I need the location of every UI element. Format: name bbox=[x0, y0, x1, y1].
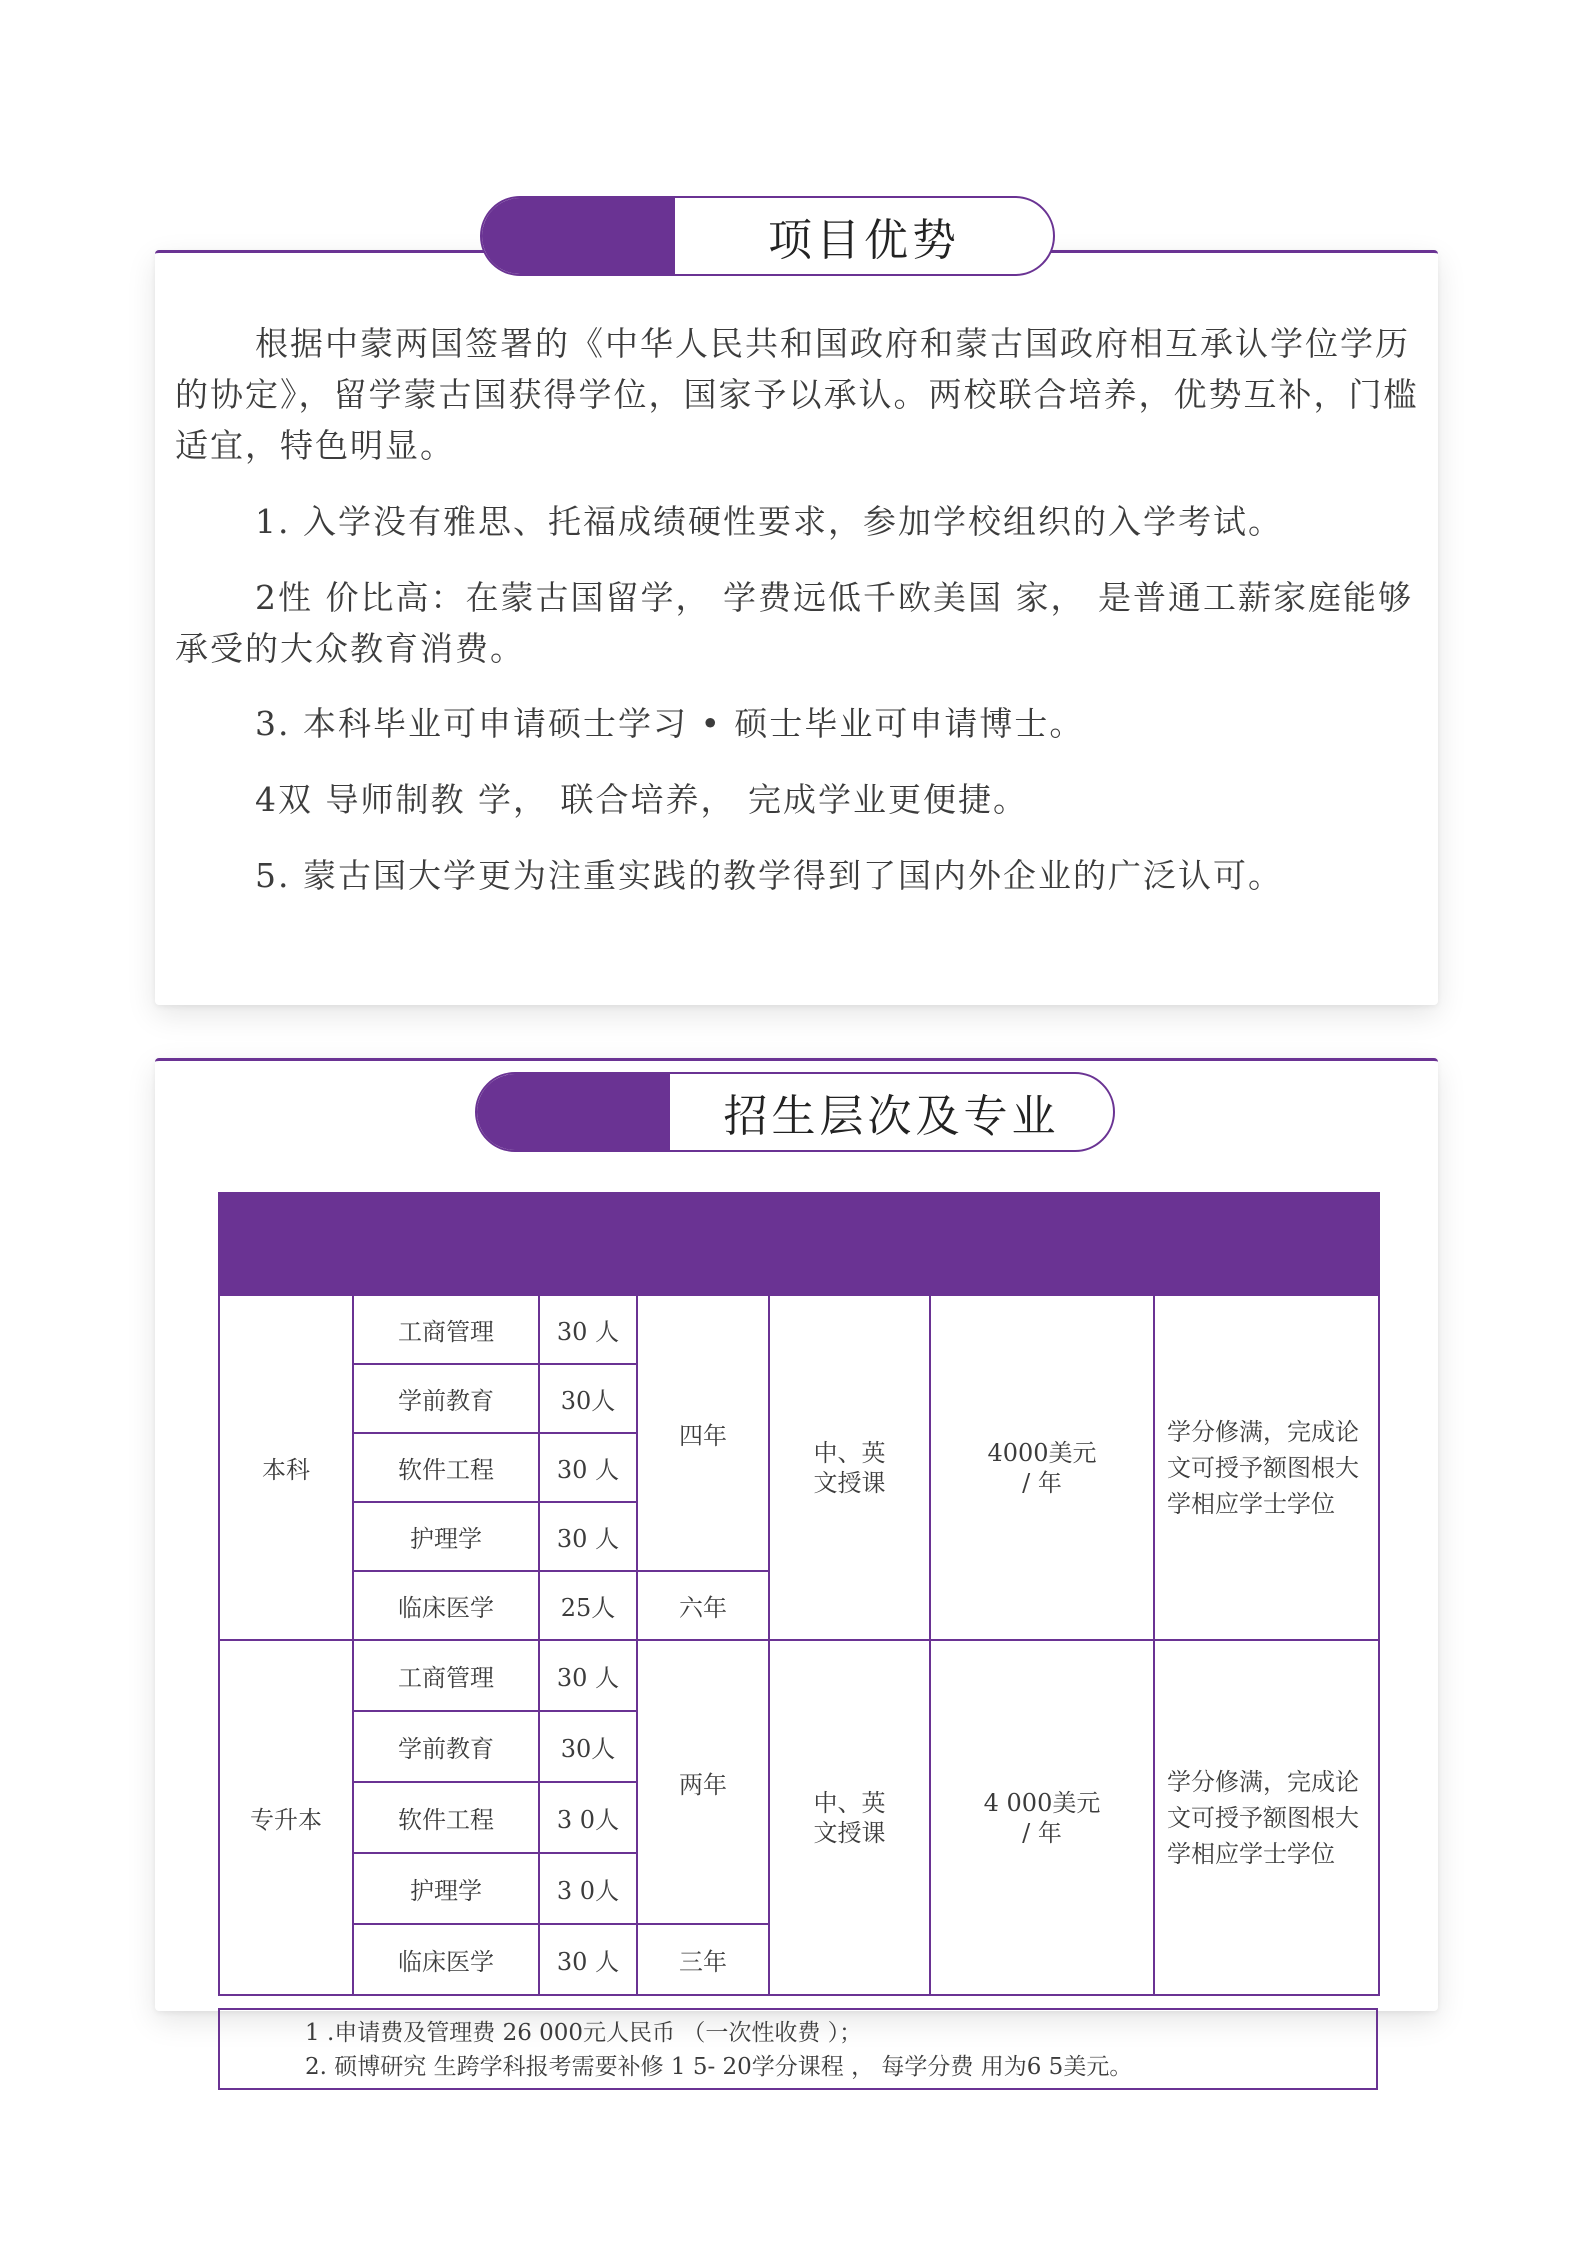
duration-cell: 两年 bbox=[637, 1640, 769, 1924]
major-cell: 软件工程 bbox=[353, 1433, 539, 1502]
quota-cell: 30人 bbox=[539, 1711, 637, 1782]
table-header-row bbox=[219, 1193, 1379, 1295]
header-cell bbox=[539, 1193, 637, 1295]
language-line: 中、英 bbox=[813, 1788, 886, 1817]
table-row bbox=[219, 1640, 1379, 1711]
quota-cell: 3 0人 bbox=[539, 1853, 637, 1924]
tuition-unit: / 年 bbox=[1022, 1468, 1062, 1497]
quota-cell: 30 人 bbox=[539, 1640, 637, 1711]
major-cell: 临床医学 bbox=[353, 1571, 539, 1640]
quota-cell: 30 人 bbox=[539, 1433, 637, 1502]
level-cell: 专升本 bbox=[219, 1640, 353, 1995]
quota-cell: 30人 bbox=[539, 1364, 637, 1433]
advantage-point-2: 2性 价比高：在蒙古国留学， 学费远低千欧美国 家， 是普通工薪家庭能够承受的大众教育消费。 bbox=[175, 578, 1413, 668]
duration-cell: 三年 bbox=[637, 1924, 769, 1995]
header-cell bbox=[769, 1193, 930, 1295]
advantages-title: 项目优势 bbox=[768, 215, 960, 266]
advantages-intro: 根据中蒙两国签署的《中华人民共和国政府和蒙古国政府相互承认学位学历的协定》，留学蒙古国获得学位，国家予以承认。两校联合培养，优势互补，门槛适宜，特色明显。 bbox=[175, 324, 1419, 465]
duration-cell: 四年 bbox=[637, 1295, 769, 1571]
degree-cell: 学分修满，完成论文可授予额图根大学相应学士学位 bbox=[1154, 1295, 1379, 1640]
header-cell bbox=[353, 1193, 539, 1295]
tuition-amount: 4000美元 bbox=[987, 1438, 1097, 1467]
fee-notes bbox=[218, 2008, 1378, 2090]
major-cell: 学前教育 bbox=[353, 1711, 539, 1782]
programs-table bbox=[218, 1192, 1380, 1996]
level-cell: 本科 bbox=[219, 1295, 353, 1640]
advantage-point-4: 4双 导师制教 学， 联合培养， 完成学业更便捷。 bbox=[255, 780, 1028, 819]
language-line: 文授课 bbox=[813, 1818, 886, 1847]
major-cell: 工商管理 bbox=[353, 1295, 539, 1364]
advantage-point-1: 1. 入学没有雅思、托福成绩硬性要求，参加学校组织的入学考试。 bbox=[255, 502, 1283, 541]
quota-cell: 25人 bbox=[539, 1571, 637, 1640]
major-cell: 学前教育 bbox=[353, 1364, 539, 1433]
tuition-cell bbox=[930, 1295, 1154, 1640]
major-cell: 软件工程 bbox=[353, 1782, 539, 1853]
major-cell: 护理学 bbox=[353, 1853, 539, 1924]
duration-cell: 六年 bbox=[637, 1571, 769, 1640]
advantage-point-5: 5. 蒙古国大学更为注重实践的教学得到了国内外企业的广泛认可。 bbox=[255, 856, 1283, 895]
tuition-amount: 4 000美元 bbox=[983, 1788, 1101, 1817]
header-cell bbox=[930, 1193, 1154, 1295]
header-cell bbox=[219, 1193, 353, 1295]
degree-cell: 学分修满，完成论文可授予额图根大学相应学士学位 bbox=[1154, 1640, 1379, 1995]
major-cell: 工商管理 bbox=[353, 1640, 539, 1711]
language-line: 中、英 bbox=[813, 1438, 886, 1467]
advantages-heading bbox=[480, 196, 1055, 276]
major-cell: 护理学 bbox=[353, 1502, 539, 1571]
heading-accent bbox=[482, 198, 675, 274]
header-cell bbox=[1154, 1193, 1379, 1295]
language-line: 文授课 bbox=[813, 1468, 886, 1497]
tuition-unit: / 年 bbox=[1022, 1818, 1062, 1847]
quota-cell: 30 人 bbox=[539, 1502, 637, 1571]
major-cell: 临床医学 bbox=[353, 1924, 539, 1995]
advantage-point-3: 3. 本科毕业可申请硕士学习 • 硕士毕业可申请博士。 bbox=[255, 704, 1085, 743]
heading-accent bbox=[477, 1074, 670, 1150]
tuition-cell bbox=[930, 1640, 1154, 1995]
quota-cell: 30 人 bbox=[539, 1924, 637, 1995]
programs-title: 招生层次及专业 bbox=[723, 1091, 1060, 1142]
quota-cell: 3 0人 bbox=[539, 1782, 637, 1853]
language-cell bbox=[769, 1295, 930, 1640]
table-row bbox=[219, 1295, 1379, 1364]
language-cell bbox=[769, 1640, 930, 1995]
quota-cell: 30 人 bbox=[539, 1295, 637, 1364]
note-line: 1 .申请费及管理费 26 000元人民币 （一次性收费 ）； bbox=[305, 2020, 863, 2046]
header-cell bbox=[637, 1193, 769, 1295]
note-line: 2. 硕博研究 生跨学科报考需要补修 1 5- 20学分课程 ， 每学分费 用为6 5美元。 bbox=[305, 2054, 1133, 2080]
programs-heading bbox=[475, 1072, 1115, 1152]
